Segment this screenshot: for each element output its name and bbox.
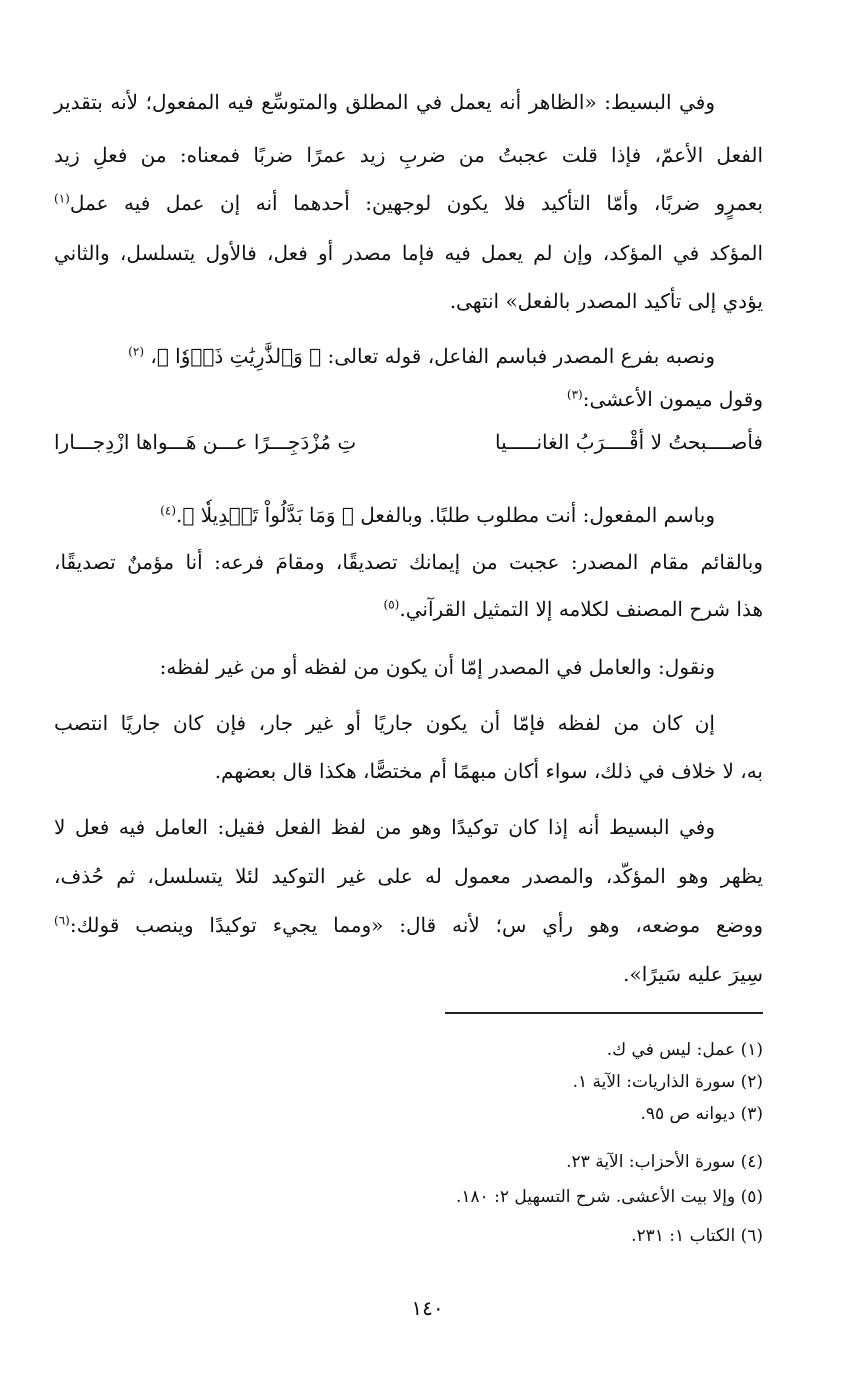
- text-line: وفي البسيط أنه إذا كان توكيدًا وهو من لفظ الفعل فقيل: العامل فيه فعل لا: [54, 815, 715, 839]
- verse-second-hemistich: تِ مُزْدَجِـــرًا عـــن هَـــواها ازْدِجـــارا: [54, 430, 357, 454]
- text-line: وباسم المفعول: أنت مطلوب طلبًا. وبالفعل ﴿ وَمَا بَدَّلُواْ تَبۡدِيلٗا ﴾.$^{(٤)}$: [160, 503, 715, 527]
- footnote: (٤) سورة الأحزاب: الآية ٢٣.: [566, 1152, 763, 1172]
- text-line: بعمرٍو ضربًا، وأمّا التأكيد فلا يكون لوجهين: أحدهما أنه إن عمل فيه عمل$^{(١)}$: [54, 191, 763, 215]
- text-line: ونقول: والعامل في المصدر إمّا أن يكون من لفظه أو من غير لفظه:: [159, 655, 715, 679]
- text-line: الفعل الأعمّ، فإذا قلت عجبتُ من ضربِ زيد عمرًا ضربًا فمعناه: من فعلِ زيد: [54, 143, 763, 167]
- text-line: يؤدي إلى تأكيد المصدر بالفعل» انتهى.: [449, 289, 763, 313]
- footnote-marker: (٦): [54, 913, 70, 928]
- footnote-marker: (٣): [566, 387, 583, 402]
- page-number: ١٤٠: [411, 1296, 444, 1320]
- footnote: (٥) وإلا بيت الأعشى. شرح التسهيل ٢: ١٨٠.: [455, 1187, 763, 1207]
- footnote: (٦) الكتاب ١: ٢٣١.: [631, 1226, 763, 1246]
- footnote: (١) عمل: ليس في ك.: [606, 1040, 763, 1060]
- text-line: سِيرَ عليه سَيرًا».: [623, 962, 763, 986]
- text-line: يظهر وهو المؤكّد، والمصدر معمول له على غير التوكيد لئلا يتسلسل، ثم حُذف،: [54, 864, 763, 888]
- text-line: وفي البسيط: «الظاهر أنه يعمل في المطلق والمتوسِّع فيه المفعول؛ لأنه بتقدير: [54, 90, 715, 114]
- footnote-marker: (٢): [128, 344, 144, 359]
- footnote-divider: [445, 1012, 763, 1014]
- verse-first-hemistich: فأصــــبحتُ لا أقْــــرَبُ الغانـــــيا: [495, 430, 763, 454]
- text-line: به، لا خلاف في ذلك، سواء أكان مبهمًا أم مختصًّا، هكذا قال بعضهم.: [214, 759, 763, 783]
- text-line: هذا شرح المصنف لكلامه إلا التمثيل القرآني.$^{(٥)}$: [383, 597, 763, 621]
- footnote-marker: (١): [54, 191, 70, 206]
- text-line: ونصبه بفرع المصدر فباسم الفاعل، قوله تعالى: ﴿ وَٱلذَّٰرِيَٰتِ ذَرۡوٗا ﴾، $^{(٢)}$: [128, 344, 715, 368]
- text-line: المؤكد في المؤكد، وإن لم يعمل فيه فإما مصدر أو فعل، فالأول يتسلسل، والثاني: [54, 241, 763, 265]
- footnote: (٣) ديوانه ص ٩٥.: [640, 1104, 763, 1124]
- text-line: وبالقائم مقام المصدر: عجبت من إيمانك تصديقًا، ومقامَ فرعه: أنا مؤمنٌ تصديقًا،: [54, 550, 763, 574]
- text-line: وقول ميمون الأعشى:$^{(٣)}$: [566, 387, 763, 411]
- footnote: (٢) سورة الذاريات: الآية ١.: [572, 1072, 763, 1092]
- footnote-marker: (٥): [383, 597, 400, 612]
- poetry-verse: [54, 426, 763, 458]
- text-line: ووضع موضعه، وهو رأي س؛ لأنه قال: «ومما يجيء توكيدًا وينصب قولك:$^{(٦)}$: [54, 913, 763, 937]
- text-line: إن كان من لفظه فإمّا أن يكون جاريًا أو غير جار، فإن كان جاريًا انتصب: [54, 711, 715, 735]
- footnote-marker: (٤): [160, 503, 176, 518]
